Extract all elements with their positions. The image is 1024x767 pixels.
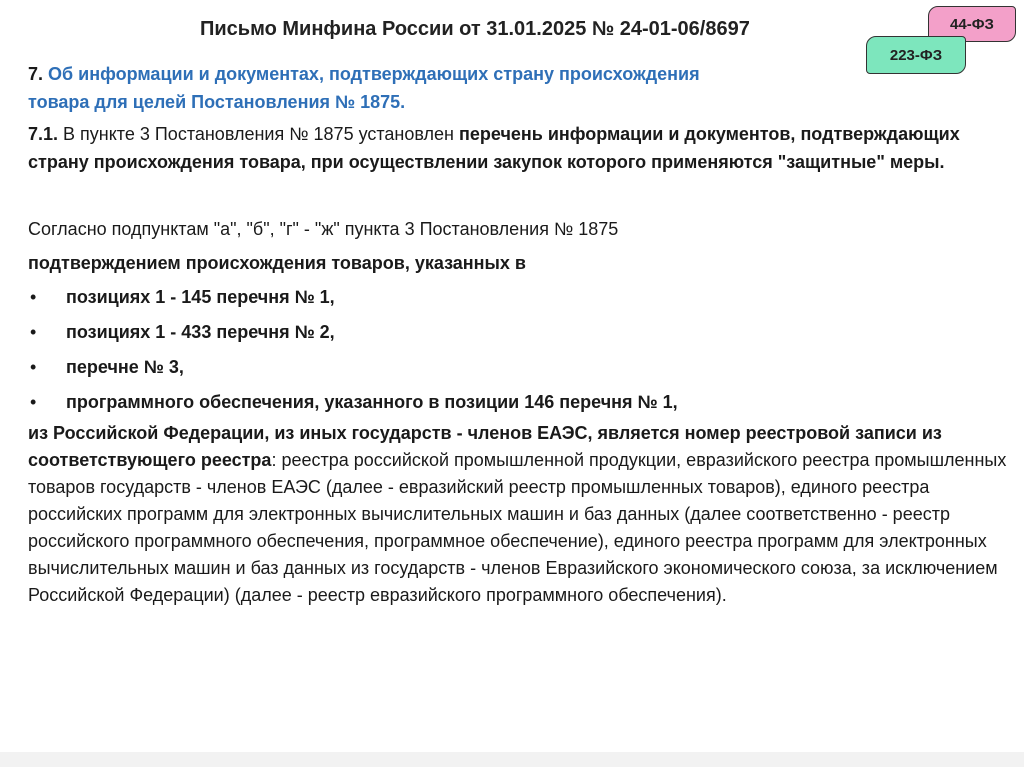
tag-44fz: 44-ФЗ	[928, 6, 1016, 42]
document-body	[28, 60, 1018, 609]
final-bold: из Российской Федерации, из иных государств - членов ЕАЭС, является номер реестровой записи из соответствующего реестра	[28, 423, 942, 470]
bullet-list	[28, 280, 1018, 420]
intro-text: Согласно подпунктам "а", "б", "г" - "ж" пункта 3 Постановления № 1875	[28, 219, 619, 239]
final-plain: : реестра российской промышленной продукции, евразийского реестра промышленных товаров государств - членов ЕАЭС (далее - евразийский реестр промышленных товаров), единого реестра российских программ для электронных вычислительных машин и баз данных (далее соответственно - реестр российского программного обеспечения, программное обеспечение), единого реестра программ для электронных вычислительных машин и баз данных из государств - членов Евразийского экономического союза, за исключением Российской Федерации) (далее - реестр евразийского программного обеспечения).	[28, 450, 1007, 605]
list-item: • позициях 1 - 145 перечня № 1,	[28, 280, 1018, 315]
list-item: • позициях 1 - 433 перечня № 2,	[28, 315, 1018, 350]
list-item: • перечне № 3,	[28, 350, 1018, 385]
section-heading-line2: товара для целей Постановления № 1875.	[28, 92, 406, 112]
page-title: Письмо Минфина России от 31.01.2025 № 24-01-06/8697	[200, 18, 750, 40]
slide-bottom-strip	[0, 752, 1024, 767]
final-paragraph	[28, 420, 1018, 609]
tag-223fz: 223-ФЗ	[866, 36, 966, 74]
paragraph-7-1-number: 7.1.	[28, 124, 59, 144]
bullet-icon: •	[30, 322, 37, 342]
bullet-icon: •	[30, 392, 37, 412]
list-item: • программного обеспечения, указанного в позиции 146 перечня № 1,	[28, 385, 1018, 420]
paragraph-7-1-bold: перечень информации и документов, подтверждающих страну происхождения товара, при осуществлении закупок которого применяются "защитные" меры.	[28, 124, 960, 172]
bullet-icon: •	[30, 357, 37, 377]
intro-bold-text: подтверждением происхождения товаров, указанных в	[28, 253, 526, 273]
section-heading	[28, 60, 1018, 116]
paragraph-7-1-plain: В пункте 3 Постановления № 1875 установлен	[58, 124, 459, 144]
section-heading-line1: Об информации и документах, подтверждающих страну происхождения	[48, 64, 700, 84]
section-number: 7.	[28, 64, 44, 84]
paragraph-7-1	[28, 120, 1018, 176]
bullet-icon: •	[30, 287, 37, 307]
